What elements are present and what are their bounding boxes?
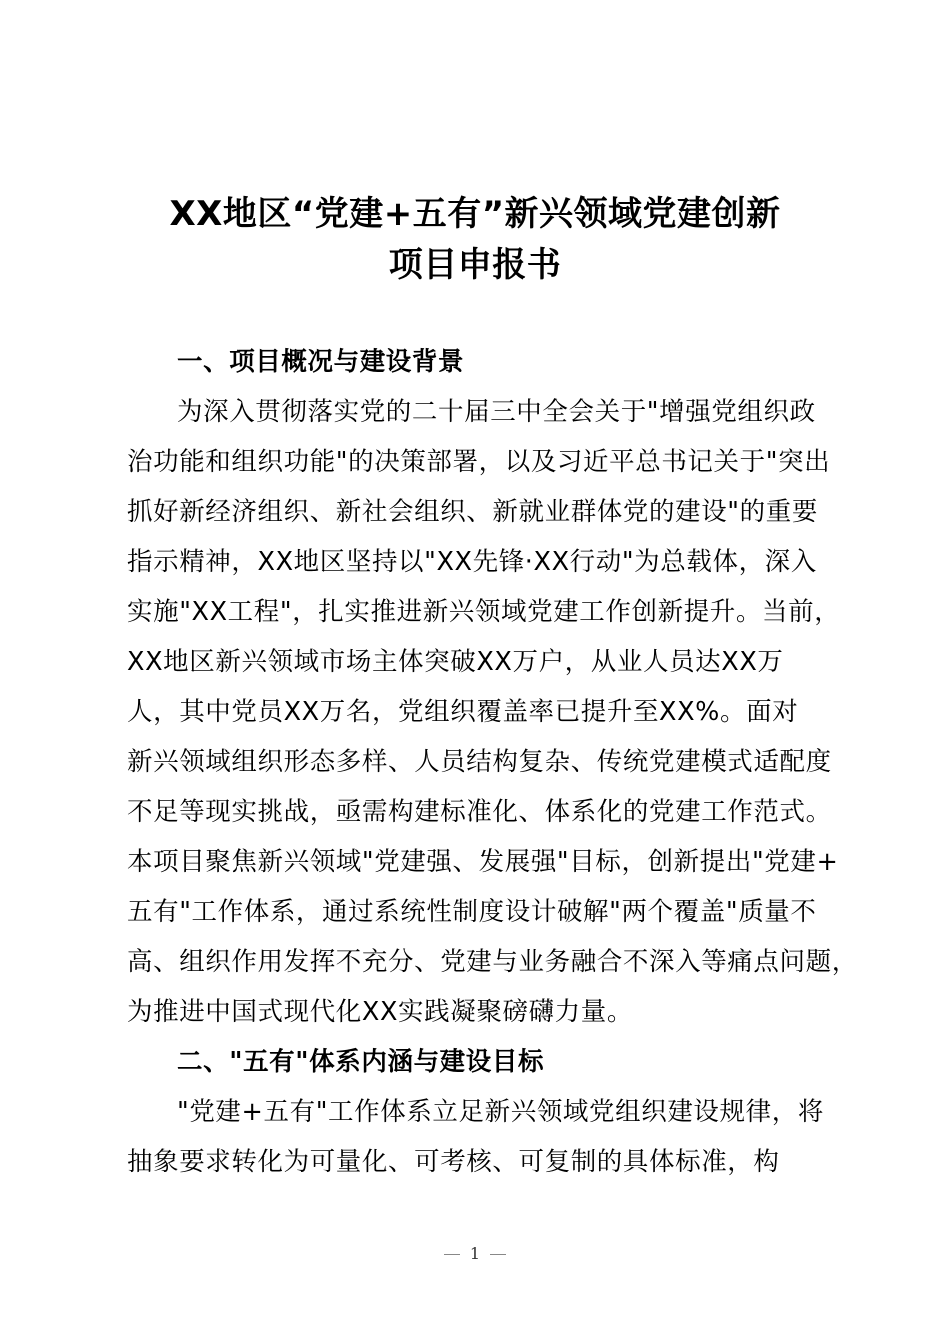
paragraph-line: "党建+五有"工作体系立足新兴领域党组织建设规律，将 <box>177 1097 824 1127</box>
paragraph-line: 治功能和组织功能"的决策部署，以及习近平总书记关于"突出 <box>127 447 831 477</box>
section-heading-2: 二、"五有"体系内涵与建设目标 <box>177 1047 545 1077</box>
paragraph-line: 不足等现实挑战，亟需构建标准化、体系化的党建工作范式。 <box>127 797 832 827</box>
paragraph-line: 为深入贯彻落实党的二十届三中全会关于"增强党组织政 <box>177 397 816 427</box>
page-number: 1 <box>469 1244 481 1263</box>
paragraph-line: 高、组织作用发挥不充分、党建与业务融合不深入等痛点问题， <box>127 947 858 977</box>
footer-dash-right <box>490 1254 506 1255</box>
paragraph-line: 人，其中党员XX万名，党组织覆盖率已提升至XX%。面对 <box>127 697 799 727</box>
footer-dash-left <box>444 1254 460 1255</box>
section-heading-1: 一、项目概况与建设背景 <box>177 347 465 377</box>
document-title-line-1: XX地区“党建+五有”新兴领域党建创新 <box>169 194 781 234</box>
paragraph-line: 本项目聚焦新兴领域"党建强、发展强"目标，创新提出"党建+ <box>127 847 839 877</box>
paragraph-line: 新兴领域组织形态多样、人员结构复杂、传统党建模式适配度 <box>127 747 832 777</box>
paragraph-line: 为推进中国式现代化XX实践凝聚磅礴力量。 <box>127 997 633 1027</box>
paragraph-line: 抽象要求转化为可量化、可考核、可复制的具体标准，构 <box>127 1147 780 1177</box>
paragraph-line: 实施"XX工程"，扎实推进新兴领域党建工作创新提升。当前， <box>127 597 841 627</box>
document-title-line-2: 项目申报书 <box>388 245 562 285</box>
paragraph-line: XX地区新兴领域市场主体突破XX万户，从业人员达XX万 <box>127 647 784 677</box>
paragraph-line: 五有"工作体系，通过系统性制度设计破解"两个覆盖"质量不 <box>127 897 817 927</box>
page-footer <box>0 1244 950 1263</box>
paragraph-line: 指示精神，XX地区坚持以"XX先锋·XX行动"为总载体，深入 <box>127 547 817 577</box>
paragraph-line: 抓好新经济组织、新社会组织、新就业群体党的建设"的重要 <box>127 497 818 527</box>
